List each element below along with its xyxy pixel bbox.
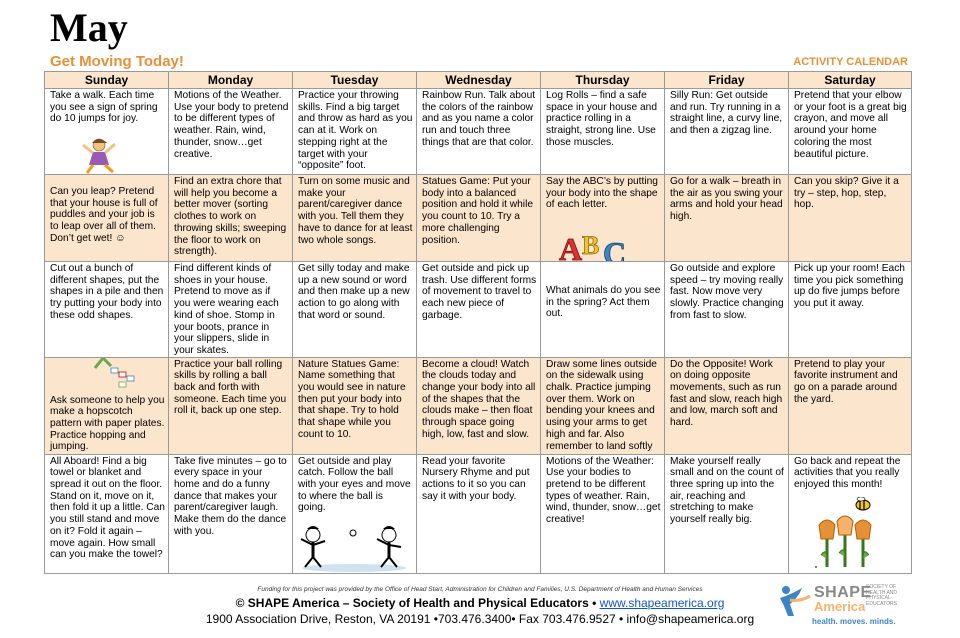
day-header: Friday — [665, 72, 789, 89]
activity-text: All Aboard! Find a big towel or blanket and spread it out on the floor. Stand on it, move on it, then fold it up a little. Can you still stand and move on it? Fold it again – move again. How small can you make the towel? — [50, 455, 165, 561]
week-row — [45, 357, 912, 454]
activity-text: Pretend to play your favorite instrument and go on a parade around the yard. — [794, 358, 898, 405]
activity-text: Cut out a bunch of different shapes, put the shapes in a pile and then try putting your body into these odd shapes. — [50, 263, 164, 321]
day-cell — [293, 454, 417, 573]
activity-text: Take five minutes – go to every space in your home and do a funny dance that makes your parent/caregiver laugh. Make them do the dance with you. — [174, 455, 287, 537]
day-cell — [541, 357, 665, 454]
activity-text: Practice your throwing skills. Find a big target and throw as hard as you can at it. Work on stepping right at the target with your “opposite” foot. — [298, 90, 413, 172]
shape-figure-icon — [778, 584, 812, 618]
logo-shape-text: SHAPE — [814, 584, 872, 601]
day-cell — [417, 454, 541, 573]
activity-text: Go back and repeat the activities that you really enjoyed this month! — [794, 455, 901, 491]
website-link[interactable]: www.shapeamerica.org — [599, 596, 725, 610]
activity-text: Pretend that your elbow or your foot is a great big crayon, and move all around your home coloring the most beautiful picture. — [794, 90, 907, 160]
day-cell — [789, 89, 912, 175]
day-cell — [789, 357, 912, 454]
activity-text: Go for a walk – breath in the air as you swing your arms and hold your head high. — [670, 176, 783, 223]
day-cell — [665, 89, 789, 175]
day-cell — [169, 89, 293, 175]
activity-text: Statues Game: Put your body into a balanced position and hold it while you count to 10. Try a more challenging position. — [422, 176, 534, 246]
organization-name: © SHAPE America – Society of Health and Physical Educators • — [235, 596, 597, 610]
day-cell — [293, 175, 417, 262]
day-cell — [417, 175, 541, 262]
activity-text: Turn on some music and make your parent/caregiver dance with you. Tell them they have to dance for at least two whole songs. — [298, 176, 413, 246]
activity-text: Read your favorite Nursery Rhyme and put actions to it so you can say it with your body. — [422, 455, 530, 502]
page-subtitle: Get Moving Today! — [50, 53, 184, 70]
day-cell — [45, 262, 169, 358]
day-header-row — [45, 72, 912, 89]
day-header: Monday — [169, 72, 293, 89]
activity-text: Draw some lines outside on the sidewalk using chalk. Practice jumping over them. Work on bending your knees and using your arms to get high and far. Also remember to land softly — [546, 358, 657, 452]
activity-text: Become a cloud! Watch the clouds today and change your body into all of the shapes that the clouds make – then float through space going high, low, fast and slow. — [422, 358, 536, 440]
activity-text: Get outside and pick up trash. Use different forms of movement to travel to each new piece of garbage. — [422, 263, 537, 321]
abc-blocks-icon — [557, 230, 637, 266]
activity-text: Get silly today and make up a new sound or word and then make up a new action to go along with that word or sound. — [298, 263, 410, 321]
activity-text: Get outside and play catch. Follow the ball with your eyes and move to where the ball is going. — [298, 455, 411, 514]
week-row — [45, 262, 912, 358]
day-cell — [417, 89, 541, 175]
activity-text: Go outside and explore speed – try moving really fast. Now move very slowly. Practice changing from fast to slow. — [670, 263, 784, 321]
kids-playing-catch-icon — [295, 519, 413, 573]
activity-text: Practice your ball rolling skills by rolling a ball back and forth with someone. Each time you roll it, back up one step. — [174, 358, 287, 417]
activity-text: Find an extra chore that will help you become a better mover (sorting clothes to work on throwing skills; sweeping the floor to work on strength). — [174, 176, 287, 258]
day-cell — [665, 357, 789, 454]
day-cell — [417, 262, 541, 358]
activity-text: Make yourself really small and on the count of three spring up into the air, reaching and stretching to make yourself really big. — [670, 455, 784, 526]
day-header: Thursday — [541, 72, 665, 89]
day-cell — [541, 454, 665, 573]
day-cell — [169, 262, 293, 358]
day-cell — [541, 262, 665, 358]
jumping-girl-icon — [79, 137, 125, 175]
day-header: Sunday — [45, 72, 169, 89]
day-cell — [169, 454, 293, 573]
activity-text: Take a walk. Each time you see a sign of spring do 10 jumps for joy. — [50, 90, 158, 125]
day-cell — [169, 357, 293, 454]
day-cell — [293, 89, 417, 175]
activity-text: Ask someone to help you make a hopscotch pattern with paper plates. Practice hopping and jumping. — [50, 394, 165, 453]
day-cell — [665, 175, 789, 262]
activity-text: What animals do you see in the spring? Act them out. — [546, 285, 661, 320]
activity-text: Can you leap? Pretend that your house is full of puddles and your job is to leap over all of them. Don’t get wet! ☺ — [50, 186, 158, 244]
activity-text: Motions of the Weather: Use your bodies to pretend to be different types of weather. Rain, wind, thunder, snow…get creative! — [546, 455, 661, 526]
activity-text: Can you skip? Give it a try – step, hop, step, hop. — [794, 176, 899, 211]
activity-text: Motions of the Weather. Use your body to pretend to be different types of weather. Rain, wind, thunder, snow…get creative. — [174, 90, 289, 160]
address-line: 1900 Association Drive, Reston, VA 20191 •703.476.3400• Fax 703.476.9527 • info@shapeamerica.org — [205, 612, 755, 626]
day-cell — [45, 89, 169, 175]
day-cell — [541, 175, 665, 266]
day-cell — [541, 89, 665, 175]
activity-text: Find different kinds of shoes in your house. Pretend to move as if you were wearing each kind of shoe. Stomp in your boots, prance in your slippers, slide in your skates. — [174, 263, 279, 356]
day-cell — [789, 175, 912, 262]
calendar-table — [44, 71, 912, 574]
day-cell — [665, 262, 789, 358]
day-cell — [169, 175, 293, 262]
activity-text: Say the ABC’s by putting your body into the shape of each letter. — [546, 176, 658, 211]
day-cell — [417, 357, 541, 454]
tulips-bee-icon — [815, 497, 877, 569]
day-cell — [45, 454, 169, 573]
funding-note: Funding for this project was provided by the Office of Head Start, Administration for Children and Families, U.S. Department of Health and Human Services — [257, 586, 703, 593]
abc-letter-c: C — [603, 235, 627, 266]
activity-text: Silly Run: Get outside and run. Try running in a straight line, a curvy line, and then a zigzag line. — [670, 90, 783, 137]
abc-letter-b: B — [582, 231, 600, 260]
logo-society-text: SOCIETY OF HEALTH AND PHYSICAL EDUCATORS — [866, 584, 898, 607]
day-cell — [293, 262, 417, 358]
day-cell — [665, 454, 789, 573]
logo-america-text: America — [814, 599, 866, 614]
day-cell — [45, 357, 169, 454]
day-header: Saturday — [789, 72, 912, 89]
activity-text: Do the Opposite! Work on doing opposite movements, such as run fast and slow, reach high and low, march soft and hard. — [670, 358, 783, 429]
day-cell — [293, 357, 417, 454]
activity-text: Nature Statues Game: Name something that you would see in nature then put your body into that shape. Try to hold that shape while you count to 10. — [298, 358, 406, 440]
activity-text: Rainbow Run. Talk about the colors of the rainbow and as you name a color run and touch three things that are that color. — [422, 90, 536, 148]
shape-america-logo — [778, 584, 918, 628]
day-cell — [45, 175, 169, 262]
week-row — [45, 175, 912, 262]
abc-letter-a: A — [559, 231, 583, 266]
day-cell — [789, 262, 912, 358]
week-row — [45, 454, 912, 573]
activity-text: Log Rolls – find a safe space in your house and practice rolling in a straight, strong line. Use those muscles. — [546, 90, 658, 148]
page-title: May — [50, 5, 128, 50]
week-row — [45, 89, 912, 175]
logo-tagline: health. moves. minds. — [812, 617, 896, 626]
day-header: Wednesday — [417, 72, 541, 89]
day-header: Tuesday — [293, 72, 417, 89]
activity-text: Pick up your room! Each time you pick something up do five jumps before you put it away. — [794, 263, 905, 310]
activity-calendar-label: ACTIVITY CALENDAR — [793, 56, 908, 68]
day-cell — [789, 454, 912, 573]
